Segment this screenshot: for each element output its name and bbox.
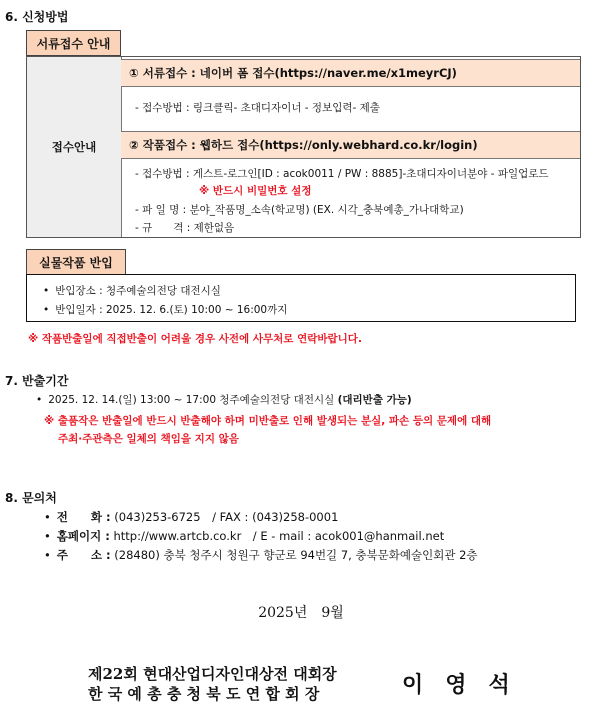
return-warning-line1: ※ 출품작은 반출일에 반드시 반출해야 하며 미반출로 인해 발생되는 분실, 파손 등의 문제에 대해 [44, 415, 492, 427]
contact-website [44, 528, 444, 544]
contact-address [44, 547, 478, 563]
return-period [36, 392, 412, 407]
signatory-name: 이 영 석 [402, 672, 510, 698]
delivery-place: • 반입장소 : 청주예술의전당 대전시실 [43, 283, 221, 298]
web-label: 홈페이지 : [56, 529, 110, 543]
doc-submission-header: ① 서류접수 : 네이버 폼 접수(https://naver.me/x1meyrCJ) [121, 59, 580, 87]
doc-method-text: - 접수방법 : 링크클릭- 초대디자이너 - 정보입력- 제출 [135, 102, 380, 114]
delivery-date: • 반입일자 : 2025. 12. 6.(토) 10:00 ~ 16:00까지 [43, 302, 287, 317]
contact-phone [44, 509, 338, 525]
physical-delivery-box [26, 274, 576, 322]
organizer-title-2: 한 국 예 총 충 청 북 도 연 합 회 장 [88, 685, 320, 703]
application-table [26, 56, 581, 238]
phone-value: (043)253-6725 / FAX : (043)258-0001 [114, 510, 339, 524]
delivery-notice: ※ 작품반출일에 직접반출이 어려울 경우 사전에 사무처로 연락바랍니다. [28, 333, 362, 345]
physical-delivery-tag: 실물작품 반입 [26, 249, 126, 275]
address-value: (28480) 충북 청주시 청원구 향군로 94번길 7, 충북문화예술인회관 2층 [114, 548, 478, 562]
table-left-label: 접수안내 [27, 57, 122, 237]
size-rule: - 규 격 : 제한없음 [135, 222, 235, 234]
filename-rule: - 파 일 명 : 분야_작품명_소속(학교명) (EX. 시각_충북예총_가나대학교) [135, 204, 464, 216]
return-proxy-note: (대리반출 가능) [337, 394, 412, 406]
document-date: 2025년 9월 [258, 605, 344, 621]
organizer-title-1: 제22회 현대산업디자인대상전 대회장 [88, 665, 337, 683]
section-6-title: 6. 신청방법 [5, 10, 69, 24]
password-warning: ※ 반드시 비밀번호 설정 [199, 185, 312, 197]
address-label: 주 소 : [56, 548, 111, 562]
section-8-title: 8. 문의처 [5, 491, 57, 505]
work-submission-header: ② 작품접수 : 웹하드 접수(https://only.webhard.co.kr/login) [121, 131, 580, 159]
section-7-title: 7. 반출기간 [5, 374, 69, 388]
return-warning-line2: 주최·주관측은 일체의 책임을 지지 않음 [58, 433, 239, 445]
work-method-text: - 접수방법 : 게스트-로그인[ID : acok0011 / PW : 8885]-초대디자이너분야 - 파일업로드 [135, 168, 549, 180]
phone-label: 전 화 : [56, 510, 111, 524]
return-period-text: 2025. 12. 14.(일) 13:00 ~ 17:00 청주예술의전당 대전시실 [48, 394, 335, 406]
doc-guide-tag: 서류접수 안내 [26, 30, 121, 56]
web-value: http://www.artcb.co.kr / E - mail : acok001@hanmail.net [113, 529, 445, 543]
